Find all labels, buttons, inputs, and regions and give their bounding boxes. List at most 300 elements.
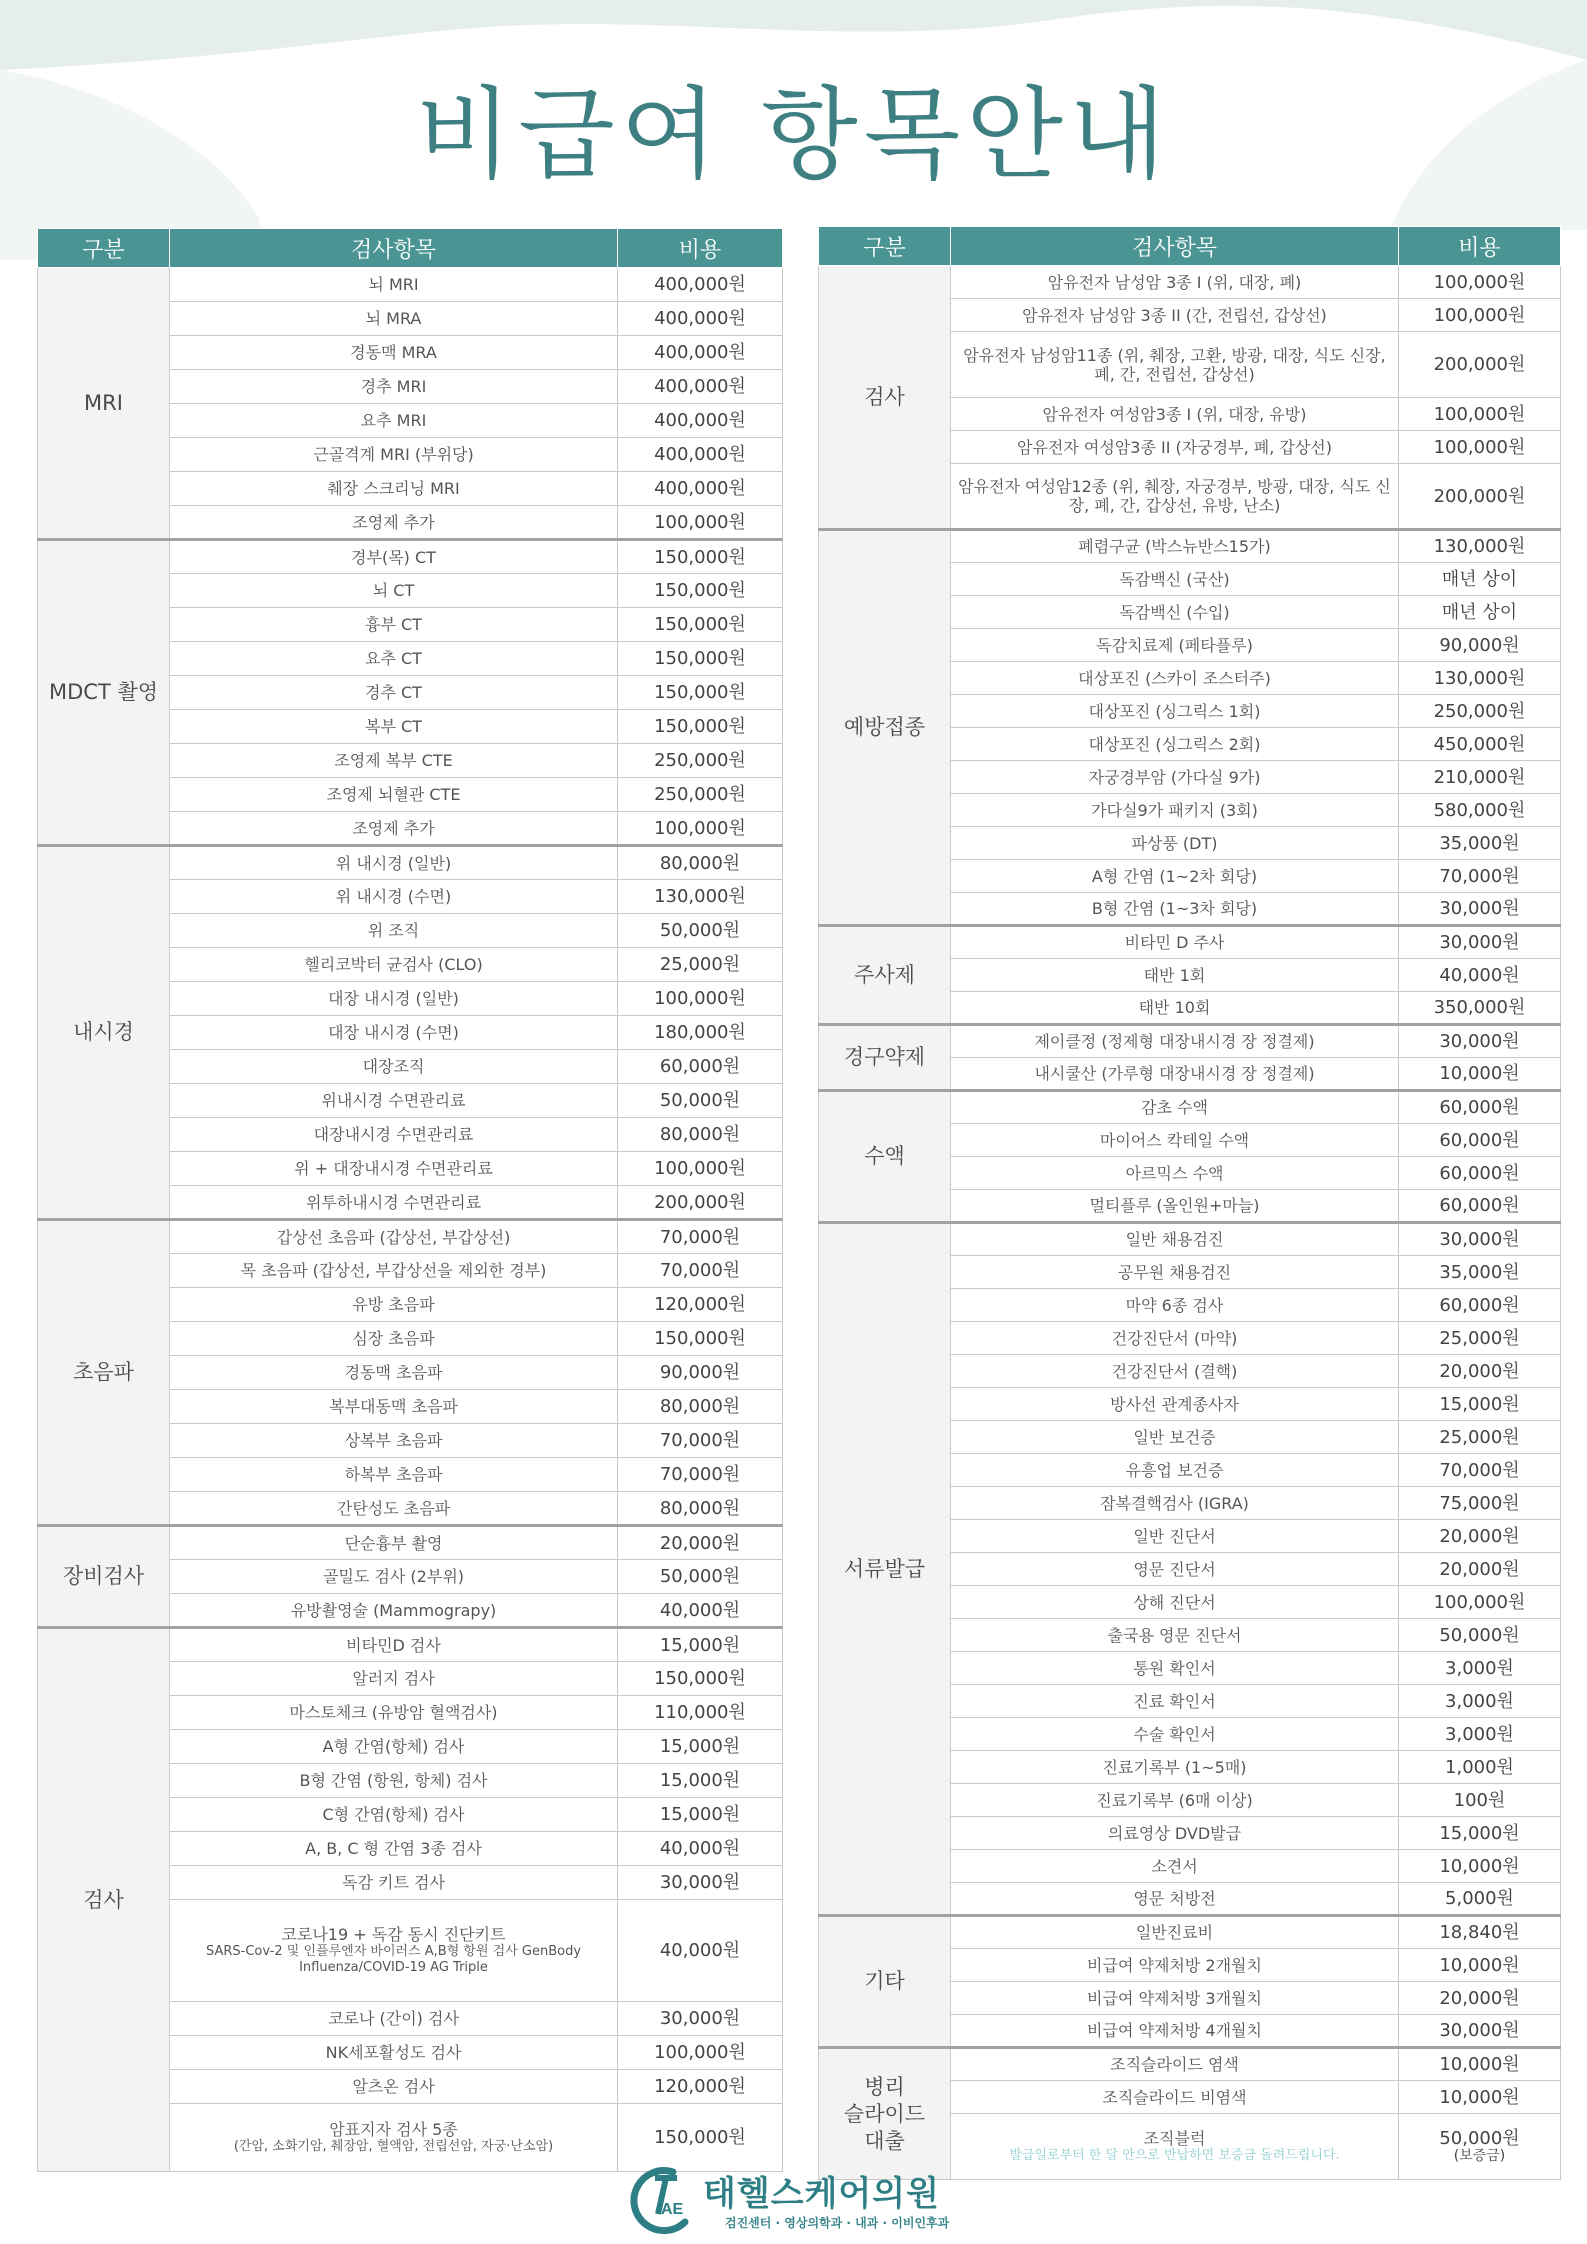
cost-cell <box>618 2036 783 2070</box>
cost-value: 210,000원 <box>1433 766 1526 788</box>
cost-cell <box>1399 1619 1561 1652</box>
item-label: 진료기록부 (6매 이상) <box>1096 1790 1253 1810</box>
cost-cell <box>1399 1025 1561 1058</box>
cost-value: 3,000원 <box>1445 1690 1514 1712</box>
item-cell <box>170 676 618 710</box>
cost-value: 15,000원 <box>659 1804 741 1825</box>
item-label: 복부 CT <box>365 717 422 736</box>
item-subtext: SARS-Cov-2 및 인플루엔자 바이러스 A,B형 항원 검사 GenBody Influenza/COVID-19 AG Triple <box>205 1944 582 1975</box>
item-cell <box>170 778 618 812</box>
category-cell <box>819 1223 951 1916</box>
cost-value: 25,000원 <box>1439 1426 1520 1448</box>
table-row <box>38 1628 783 1662</box>
cost-cell <box>618 2104 783 2172</box>
item-cell <box>170 982 618 1016</box>
cost-cell <box>1399 1256 1561 1289</box>
cost-value: 580,000원 <box>1433 799 1526 821</box>
item-label: 비타민D 검사 <box>346 1635 441 1655</box>
cost-value: 1,000원 <box>1445 1756 1514 1778</box>
cost-cell <box>1399 1520 1561 1553</box>
cost-cell <box>618 438 783 472</box>
cost-cell <box>618 1662 783 1696</box>
item-label: 영문 진단서 <box>1133 1559 1216 1579</box>
cost-value: 50,000원 <box>1439 1624 1520 1646</box>
cost-cell <box>1399 2015 1561 2048</box>
item-label: 수술 확인서 <box>1133 1724 1216 1744</box>
item-label: 뇌 MRA <box>365 309 422 328</box>
cost-value: 150,000원 <box>654 2127 746 2148</box>
item-label: 알러지 검사 <box>352 1669 435 1688</box>
item-label: 위 내시경 (일반) <box>335 853 452 873</box>
item-label: A형 간염 (1~2차 회당) <box>1091 866 1258 886</box>
table-row <box>38 1526 783 1560</box>
item-label: 상해 진단서 <box>1133 1592 1216 1612</box>
category-label: MRI <box>84 390 123 415</box>
category-cell <box>819 1025 951 1091</box>
cost-value: 400,000원 <box>654 274 746 295</box>
item-cell <box>170 1254 618 1288</box>
cost-cell <box>618 710 783 744</box>
item-label: 근골격계 MRI (부위당) <box>313 445 474 464</box>
cost-cell <box>1399 2048 1561 2081</box>
item-cell <box>951 1223 1399 1256</box>
cost-cell <box>1399 1190 1561 1223</box>
item-label: 암표지자 검사 5종 <box>329 2120 458 2139</box>
cost-cell <box>1399 893 1561 926</box>
item-label: 유방촬영술 (Mammograpy) <box>290 1600 497 1620</box>
cost-cell <box>1399 1124 1561 1157</box>
cost-cell <box>618 1186 783 1220</box>
cost-value: 10,000원 <box>1439 2086 1520 2108</box>
item-cell <box>170 438 618 472</box>
cost-cell <box>618 676 783 710</box>
cost-value: 180,000원 <box>654 1022 746 1043</box>
category-label: 기타 <box>864 1969 905 1993</box>
cost-cell <box>618 812 783 846</box>
item-label: NK세포활성도 검사 <box>325 2043 462 2062</box>
item-label: 대장내시경 수면관리료 <box>313 1125 474 1144</box>
cost-cell <box>1399 2114 1561 2180</box>
cost-value: 120,000원 <box>654 1294 746 1315</box>
table-row <box>819 1091 1561 1124</box>
cost-value: 100,000원 <box>654 2042 746 2063</box>
cost-value: 80,000원 <box>659 1396 741 1417</box>
cost-cell <box>618 1152 783 1186</box>
cost-value: 15,000원 <box>659 1736 741 1757</box>
item-cell <box>170 744 618 778</box>
cost-cell <box>618 2002 783 2036</box>
item-label: 일반 보건증 <box>1133 1427 1216 1447</box>
item-label: 자궁경부암 (가다실 9가) <box>1088 767 1261 787</box>
item-label: 진료 확인서 <box>1133 1691 1216 1711</box>
cost-value: 75,000원 <box>1439 1492 1520 1514</box>
cost-value: 90,000원 <box>659 1362 741 1383</box>
cost-value: 20,000원 <box>1439 1558 1520 1580</box>
cost-cell <box>618 1390 783 1424</box>
item-label: 상복부 초음파 <box>344 1431 443 1450</box>
item-label: 암유전자 남성암11종 (위, 췌장, 고환, 방광, 대장, 식도 신장, 폐, 간, 전립선, 갑상선) <box>963 345 1386 384</box>
cost-cell <box>618 1764 783 1798</box>
category-label: 병리 <box>864 2074 905 2099</box>
item-cell <box>170 574 618 608</box>
cost-cell <box>618 336 783 370</box>
item-label: 비급여 약제처방 4개월치 <box>1087 2021 1262 2040</box>
item-label: B형 간염 (1~3차 회당) <box>1091 899 1258 918</box>
cost-value: 40,000원 <box>659 1599 741 1621</box>
cost-value: 30,000원 <box>1439 2020 1520 2041</box>
table-row <box>819 1025 1561 1058</box>
cost-cell <box>618 506 783 540</box>
cost-value: 5,000원 <box>1445 1888 1514 1909</box>
cost-value: 10,000원 <box>1439 1954 1520 1976</box>
cost-cell <box>618 1594 783 1628</box>
item-label: 진료기록부 (1~5매) <box>1102 1757 1247 1777</box>
cost-value: 30,000원 <box>659 1872 741 1893</box>
item-label: 암유전자 여성암3종 II (자궁경부, 폐, 갑상선) <box>1017 437 1332 457</box>
item-label: 코로나19 + 독감 동시 진단키트 <box>281 1925 506 1944</box>
cost-value: 20,000원 <box>1439 1360 1520 1382</box>
item-cell <box>951 1421 1399 1454</box>
item-cell <box>951 1124 1399 1157</box>
item-subtext: (간암, 소화기암, 췌장암, 혈액암, 전립선암, 자궁·난소암) <box>233 2139 554 2154</box>
item-cell <box>170 710 618 744</box>
category-cell <box>819 926 951 1025</box>
item-cell <box>170 1356 618 1390</box>
item-cell <box>170 506 618 540</box>
item-cell <box>951 398 1399 431</box>
cost-cell <box>1399 1982 1561 2015</box>
item-label: 갑상선 초음파 (갑상선, 부갑상선) <box>276 1227 511 1247</box>
cost-cell <box>1399 1916 1561 1949</box>
item-label: 폐렴구균 (박스뉴반스15가) <box>1078 537 1271 556</box>
cost-value: 70,000원 <box>659 1430 741 1451</box>
cost-value: 100,000원 <box>654 817 746 839</box>
cost-value: 100,000원 <box>1433 403 1526 425</box>
cost-cell <box>618 1866 783 1900</box>
item-cell <box>170 404 618 438</box>
item-cell <box>170 1764 618 1798</box>
cost-cell <box>618 1628 783 1662</box>
header-item: 검사항목 <box>951 227 1399 266</box>
item-cell <box>170 1050 618 1084</box>
item-cell <box>951 1883 1399 1916</box>
item-label: 비급여 약제처방 3개월치 <box>1087 1988 1262 2008</box>
category-label: MDCT 촬영 <box>48 680 159 704</box>
cost-value: 150,000원 <box>654 614 746 635</box>
item-cell <box>951 332 1399 398</box>
category-label: 검사 <box>864 384 905 409</box>
item-cell <box>170 1696 618 1730</box>
item-cell <box>951 2048 1399 2081</box>
cost-cell <box>1399 1421 1561 1454</box>
item-label: A, B, C 형 간염 3종 검사 <box>305 1839 482 1858</box>
cost-value: 80,000원 <box>659 852 741 874</box>
cost-value: 150,000원 <box>654 682 746 703</box>
item-label: 감초 수액 <box>1141 1098 1208 1117</box>
item-label: 대상포진 (싱그릭스 2회) <box>1088 734 1261 754</box>
item-cell <box>951 1256 1399 1289</box>
item-label: 조직슬라이드 비염색 <box>1102 2087 1247 2107</box>
cost-value: 100원 <box>1453 1789 1506 1811</box>
cost-value: 250,000원 <box>1433 700 1526 722</box>
category-label: 주사제 <box>854 962 915 987</box>
cost-cell <box>1399 332 1561 398</box>
header-category: 구분 <box>38 229 170 268</box>
price-table-right <box>818 226 1561 2180</box>
cost-value: 매년 상이 <box>1441 601 1518 623</box>
cost-value: 120,000원 <box>654 2076 746 2097</box>
cost-value: 80,000원 <box>659 1497 741 1519</box>
item-cell <box>951 1949 1399 1982</box>
cost-cell <box>618 778 783 812</box>
cost-value: 450,000원 <box>1433 733 1526 755</box>
item-cell <box>170 1084 618 1118</box>
category-label: 서류발급 <box>843 1556 926 1581</box>
cost-cell <box>618 982 783 1016</box>
item-note: 발급일로부터 한 달 안으로 반납하면 보증금 돌려드립니다. <box>1009 2148 1340 2163</box>
item-label: 알츠온 검사 <box>352 2077 435 2096</box>
item-label: 경추 CT <box>365 683 422 702</box>
category-label: 경구약제 <box>843 1045 926 1069</box>
item-cell <box>951 1652 1399 1685</box>
cost-cell <box>1399 1817 1561 1850</box>
clinic-name: 태헬스케어의원 <box>703 2174 940 2214</box>
category-label: 내시경 <box>73 1020 134 1044</box>
table-row <box>819 1223 1561 1256</box>
cost-value: 80,000원 <box>659 1124 741 1145</box>
item-label: 제이클정 (정제형 대장내시경 장 정결제) <box>1034 1032 1315 1051</box>
item-cell <box>170 1492 618 1526</box>
cost-value: 10,000원 <box>1439 1063 1520 1084</box>
item-cell <box>951 794 1399 827</box>
item-cell <box>170 1560 618 1594</box>
item-label: 일반진료비 <box>1135 1923 1214 1942</box>
item-cell <box>951 1190 1399 1223</box>
item-cell <box>951 992 1399 1025</box>
cost-cell <box>618 472 783 506</box>
item-label: 코로나 (간이) 검사 <box>328 2009 459 2028</box>
item-label: 대장 내시경 (일반) <box>328 989 459 1008</box>
item-cell <box>170 472 618 506</box>
item-label: 심장 초음파 <box>352 1329 435 1348</box>
item-label: 췌장 스크리닝 MRI <box>327 479 460 498</box>
header-category: 구분 <box>819 227 951 266</box>
item-label: 흉부 CT <box>365 615 422 634</box>
cost-cell <box>1399 596 1561 629</box>
table-row <box>38 1220 783 1254</box>
cost-cell <box>618 1254 783 1288</box>
category-label: 대출 <box>864 2128 905 2153</box>
cost-cell <box>1399 1223 1561 1256</box>
item-cell <box>951 1916 1399 1949</box>
category-label: 초음파 <box>73 1360 134 1384</box>
cost-value: 70,000원 <box>659 1226 741 1248</box>
item-label: 내시쿨산 (가루형 대장내시경 장 정결제) <box>1034 1064 1315 1083</box>
item-label: 대상포진 (싱그릭스 1회) <box>1088 701 1261 721</box>
item-label: 멀티플루 (올인원+마늘) <box>1089 1196 1260 1215</box>
table-row <box>38 846 783 880</box>
cost-cell <box>1399 1949 1561 1982</box>
cost-value: 30,000원 <box>659 2008 741 2029</box>
cost-value: 150,000원 <box>654 1328 746 1349</box>
cost-value: 100,000원 <box>1433 271 1526 293</box>
cost-value: 50,000원 <box>659 920 741 941</box>
item-label: 마이어스 칵테일 수액 <box>1099 1130 1250 1150</box>
cost-value: 200,000원 <box>654 1191 746 1213</box>
cost-value: 30,000원 <box>1439 898 1520 919</box>
category-cell <box>819 530 951 926</box>
cost-value: 150,000원 <box>654 580 746 601</box>
cost-value: 150,000원 <box>654 546 746 568</box>
item-cell <box>951 1850 1399 1883</box>
item-cell <box>170 608 618 642</box>
page-title: 비급여 항목안내 <box>415 76 1172 193</box>
item-label: 대상포진 (스카이 조스터주) <box>1078 668 1271 688</box>
cost-value: 130,000원 <box>654 886 746 907</box>
cost-value: 400,000원 <box>654 376 746 397</box>
cost-cell <box>1399 1454 1561 1487</box>
cost-value: 20,000원 <box>1439 1525 1520 1547</box>
cost-cell <box>618 1900 783 2002</box>
item-label: 위내시경 수면관리료 <box>321 1091 466 1110</box>
clinic-departments: 검진센터 · 영상의학과 · 내과 · 이비인후과 <box>725 2216 950 2230</box>
cost-cell <box>1399 1751 1561 1784</box>
cost-value: 20,000원 <box>659 1532 741 1554</box>
item-cell <box>951 563 1399 596</box>
item-label: 목 초음파 (갑상선, 부갑상선을 제외한 경부) <box>240 1261 547 1280</box>
item-cell <box>951 761 1399 794</box>
item-cell <box>170 1526 618 1560</box>
item-label: 경추 MRI <box>360 377 427 396</box>
item-cell <box>170 642 618 676</box>
table-row <box>819 530 1561 563</box>
item-cell <box>951 860 1399 893</box>
item-cell <box>170 1220 618 1254</box>
item-cell <box>951 1454 1399 1487</box>
cost-cell <box>1399 1718 1561 1751</box>
cost-cell <box>1399 794 1561 827</box>
cost-cell <box>618 1050 783 1084</box>
cost-value: 40,000원 <box>659 1940 741 1961</box>
cost-value: 매년 상이 <box>1441 568 1518 590</box>
cost-cell <box>1399 695 1561 728</box>
item-cell <box>170 1798 618 1832</box>
cost-cell <box>618 1696 783 1730</box>
item-label: C형 간염(항체) 검사 <box>322 1805 465 1824</box>
cost-value: 35,000원 <box>1439 832 1520 854</box>
item-label: 대장 내시경 (수면) <box>328 1023 459 1042</box>
cost-cell <box>1399 629 1561 662</box>
cost-value: 3,000원 <box>1445 1657 1514 1679</box>
item-cell <box>170 1186 618 1220</box>
item-cell <box>170 1118 618 1152</box>
item-label: 비타민 D 주사 <box>1124 933 1225 952</box>
cost-value: 30,000원 <box>1439 1031 1520 1052</box>
cost-value: 200,000원 <box>1433 485 1526 507</box>
item-label: 건강진단서 (마약) <box>1111 1328 1238 1348</box>
cost-value: 130,000원 <box>1433 536 1526 557</box>
item-cell <box>170 1288 618 1322</box>
cost-cell <box>1399 827 1561 860</box>
item-label: 경동맥 초음파 <box>344 1363 443 1382</box>
item-cell <box>170 336 618 370</box>
cost-value: 130,000원 <box>1433 667 1526 689</box>
cost-value: 20,000원 <box>1439 1987 1520 2009</box>
item-label: 하복부 초음파 <box>344 1465 443 1484</box>
cost-cell <box>618 302 783 336</box>
cost-cell <box>618 1730 783 1764</box>
item-cell <box>951 464 1399 530</box>
item-cell <box>170 302 618 336</box>
cost-value: 100,000원 <box>654 511 746 533</box>
cost-cell <box>1399 662 1561 695</box>
table-header-row <box>819 227 1561 266</box>
table-row <box>819 266 1561 299</box>
item-label: 단순흉부 촬영 <box>344 1533 443 1553</box>
cost-value: 110,000원 <box>654 1702 746 1723</box>
item-label: 복부대동맥 초음파 <box>329 1397 458 1416</box>
item-cell <box>951 893 1399 926</box>
item-cell <box>170 1628 618 1662</box>
cost-value: 3,000원 <box>1445 1723 1514 1745</box>
cost-subtext: (보증금) <box>1453 2148 1506 2164</box>
item-cell <box>951 629 1399 662</box>
item-label: 경동맥 MRA <box>350 343 437 362</box>
cost-value: 250,000원 <box>654 784 746 805</box>
cost-cell <box>618 1458 783 1492</box>
item-cell <box>951 1619 1399 1652</box>
item-label: 잠복결핵검사 (IGRA) <box>1100 1493 1249 1513</box>
item-label: 암유전자 남성암 3종 II (간, 전립선, 갑상선) <box>1022 305 1327 325</box>
item-label: 암유전자 여성암12종 (위, 췌장, 자궁경부, 방광, 대장, 식도 신장, 폐, 간, 갑상선, 유방, 난소) <box>958 477 1391 515</box>
item-label: 영문 처방전 <box>1133 1889 1216 1908</box>
cost-value: 200,000원 <box>1433 354 1526 375</box>
cost-value: 15,000원 <box>1439 1822 1520 1844</box>
cost-cell <box>618 1288 783 1322</box>
item-label: 독감치료제 (페타플루) <box>1096 635 1253 655</box>
item-label: 가다실9가 패키지 (3회) <box>1091 800 1258 820</box>
item-cell <box>951 1751 1399 1784</box>
item-label: 암유전자 남성암 3종 I (위, 대장, 폐) <box>1047 272 1302 292</box>
item-cell <box>951 1388 1399 1421</box>
cost-value: 400,000원 <box>654 342 746 363</box>
item-cell <box>951 1322 1399 1355</box>
cost-cell <box>618 370 783 404</box>
item-label: 아르믹스 수액 <box>1125 1163 1224 1183</box>
cost-value: 400,000원 <box>654 444 746 465</box>
price-table-right-body <box>819 266 1561 2180</box>
item-cell <box>951 1289 1399 1322</box>
cost-value: 350,000원 <box>1433 997 1526 1018</box>
cost-cell <box>618 574 783 608</box>
item-cell <box>951 1817 1399 1850</box>
item-cell <box>951 1784 1399 1817</box>
category-label: 검사 <box>83 1887 124 1912</box>
item-label: 일반 채용검진 <box>1125 1230 1224 1249</box>
item-cell <box>951 1718 1399 1751</box>
item-cell <box>170 1424 618 1458</box>
cost-value: 50,000원 <box>659 1566 741 1587</box>
cost-cell <box>1399 1289 1561 1322</box>
cost-cell <box>1399 926 1561 959</box>
cost-cell <box>1399 1091 1561 1124</box>
item-label: 조영제 추가 <box>352 818 435 838</box>
cost-value: 25,000원 <box>659 954 741 975</box>
cost-cell <box>618 1356 783 1390</box>
cost-cell <box>1399 1388 1561 1421</box>
cost-cell <box>1399 959 1561 992</box>
item-cell <box>170 1662 618 1696</box>
